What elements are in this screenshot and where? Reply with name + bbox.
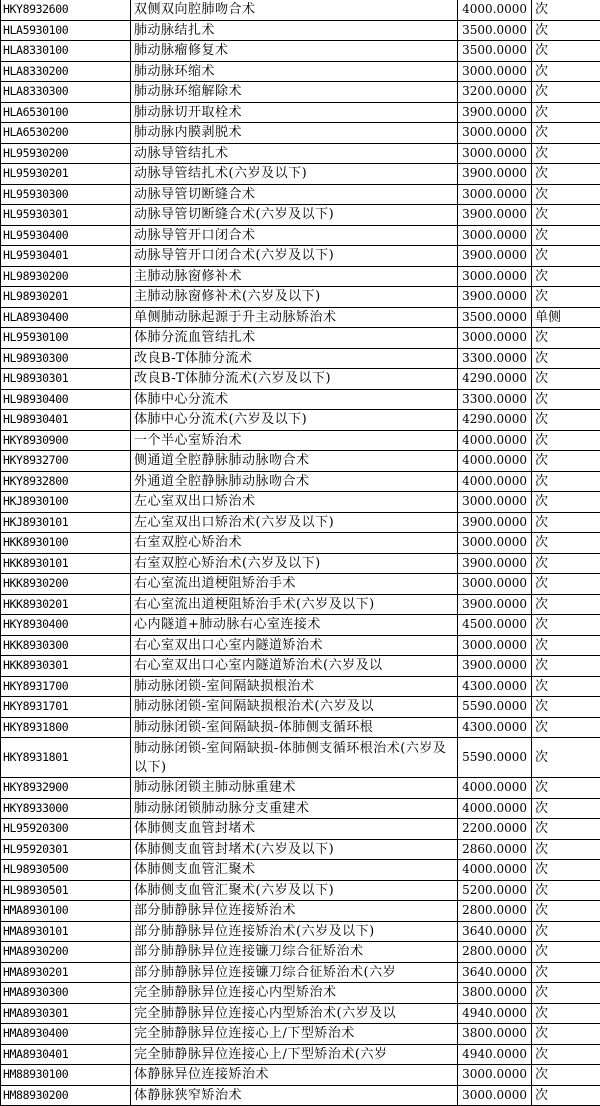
table-row [1, 184, 600, 205]
item-unit-cell: 次 [532, 430, 600, 451]
item-code-cell: HLA8330300 [1, 82, 131, 103]
item-unit-cell: 次 [532, 533, 600, 554]
item-name-cell: 完全肺静脉异位连接心上/下型矫治术(六岁 [131, 1044, 458, 1065]
item-name-cell: 动脉导管开口闭合术(六岁及以下) [131, 246, 458, 267]
table-row [1, 348, 600, 369]
item-code-cell: HLA8930400 [1, 307, 131, 328]
item-name-cell: 双侧双向腔肺吻合术 [131, 0, 458, 20]
item-code-cell: HKY8931800 [1, 717, 131, 738]
item-name-cell: 体静脉狭窄矫治术 [131, 1085, 458, 1106]
table-row [1, 594, 600, 615]
item-code-cell: HKY8931700 [1, 676, 131, 697]
item-price-cell: 2800.0000 [458, 901, 532, 922]
item-unit-cell: 次 [532, 860, 600, 881]
item-unit-cell: 次 [532, 819, 600, 840]
item-price-cell: 3900.0000 [458, 205, 532, 226]
item-price-cell: 3300.0000 [458, 389, 532, 410]
item-code-cell: HM88930100 [1, 1065, 131, 1086]
item-name-cell: 动脉导管开口闭合术 [131, 225, 458, 246]
table-row [1, 266, 600, 287]
item-price-cell: 3500.0000 [458, 20, 532, 41]
item-price-cell: 3000.0000 [458, 266, 532, 287]
item-price-cell: 4290.0000 [458, 410, 532, 431]
item-name-cell: 外通道全腔静脉肺动脉吻合术 [131, 471, 458, 492]
item-name-cell: 肺动脉闭锁主肺动脉重建术 [131, 778, 458, 799]
item-name-cell: 肺动脉闭锁-室间隔缺损根治术(六岁及以 [131, 697, 458, 718]
item-unit-cell: 次 [532, 0, 600, 20]
item-price-cell: 5590.0000 [458, 738, 532, 778]
table-row [1, 574, 600, 595]
item-price-cell: 4000.0000 [458, 798, 532, 819]
item-unit-cell: 次 [532, 1085, 600, 1106]
table-row [1, 533, 600, 554]
item-unit-cell: 次 [532, 983, 600, 1004]
item-code-cell: HKK8930201 [1, 594, 131, 615]
item-name-cell: 主肺动脉窗修补术(六岁及以下) [131, 287, 458, 308]
table-row [1, 0, 600, 20]
item-name-cell: 部分肺静脉异位连接镰刀综合征矫治术(六岁 [131, 962, 458, 983]
item-name-cell: 动脉导管结扎术 [131, 143, 458, 164]
table-row [1, 656, 600, 677]
table-row [1, 921, 600, 942]
table-row [1, 1003, 600, 1024]
item-code-cell: HKY8930900 [1, 430, 131, 451]
table-row [1, 471, 600, 492]
item-price-cell: 4000.0000 [458, 430, 532, 451]
item-unit-cell: 次 [532, 471, 600, 492]
item-price-cell: 4000.0000 [458, 0, 532, 20]
item-unit-cell: 单侧 [532, 307, 600, 328]
item-unit-cell: 次 [532, 451, 600, 472]
table-row [1, 798, 600, 819]
item-price-cell: 3800.0000 [458, 983, 532, 1004]
item-name-cell: 体肺侧支血管封堵术(六岁及以下) [131, 839, 458, 860]
item-price-cell: 4290.0000 [458, 369, 532, 390]
item-code-cell: HKY8932800 [1, 471, 131, 492]
item-code-cell: HLA6530200 [1, 123, 131, 144]
item-name-cell: 肺动脉瘤修复术 [131, 41, 458, 62]
item-name-cell: 右心室流出道梗阻矫治手术 [131, 574, 458, 595]
item-price-cell: 3000.0000 [458, 574, 532, 595]
item-name-cell: 右心室双出口心室内隧道矫治术(六岁及以 [131, 656, 458, 677]
table-row [1, 61, 600, 82]
item-price-cell: 3900.0000 [458, 164, 532, 185]
item-code-cell: HKJ8930100 [1, 492, 131, 513]
item-price-cell: 3900.0000 [458, 287, 532, 308]
table-row [1, 635, 600, 656]
table-row [1, 143, 600, 164]
item-code-cell: HMA8930200 [1, 942, 131, 963]
item-price-cell: 3900.0000 [458, 553, 532, 574]
item-price-cell: 3640.0000 [458, 921, 532, 942]
item-unit-cell: 次 [532, 921, 600, 942]
item-name-cell: 右室双腔心矫治术(六岁及以下) [131, 553, 458, 574]
item-name-cell: 体静脉异位连接矫治术 [131, 1065, 458, 1086]
table-row [1, 983, 600, 1004]
table-row [1, 553, 600, 574]
item-code-cell: HL95920301 [1, 839, 131, 860]
item-price-cell: 3000.0000 [458, 533, 532, 554]
item-name-cell: 部分肺静脉异位连接矫治术(六岁及以下) [131, 921, 458, 942]
item-code-cell: HLA5930100 [1, 20, 131, 41]
item-code-cell: HKK8930301 [1, 656, 131, 677]
item-unit-cell: 次 [532, 246, 600, 267]
item-name-cell: 肺动脉环缩术 [131, 61, 458, 82]
item-unit-cell: 次 [532, 61, 600, 82]
item-price-cell: 3000.0000 [458, 184, 532, 205]
item-name-cell: 右室双腔心矫治术 [131, 533, 458, 554]
item-name-cell: 动脉导管切断缝合术 [131, 184, 458, 205]
item-code-cell: HL95930100 [1, 328, 131, 349]
item-code-cell: HMA8930300 [1, 983, 131, 1004]
item-unit-cell: 次 [532, 389, 600, 410]
item-unit-cell: 次 [532, 574, 600, 595]
item-unit-cell: 次 [532, 369, 600, 390]
table-row [1, 20, 600, 41]
item-price-cell: 3900.0000 [458, 246, 532, 267]
item-unit-cell: 次 [532, 1024, 600, 1045]
item-name-cell: 肺动脉内膜剥脱术 [131, 123, 458, 144]
item-unit-cell: 次 [532, 738, 600, 778]
item-price-cell: 4000.0000 [458, 451, 532, 472]
table-row [1, 287, 600, 308]
item-code-cell: HL98930201 [1, 287, 131, 308]
item-unit-cell: 次 [532, 143, 600, 164]
item-price-cell: 4000.0000 [458, 860, 532, 881]
item-unit-cell: 次 [532, 717, 600, 738]
item-unit-cell: 次 [532, 205, 600, 226]
item-unit-cell: 次 [532, 1065, 600, 1086]
item-price-cell: 4000.0000 [458, 778, 532, 799]
table-row [1, 82, 600, 103]
table-row [1, 880, 600, 901]
item-code-cell: HL98930401 [1, 410, 131, 431]
item-code-cell: HL95920300 [1, 819, 131, 840]
item-code-cell: HKY8933000 [1, 798, 131, 819]
item-code-cell: HKY8932600 [1, 0, 131, 20]
item-price-cell: 5200.0000 [458, 880, 532, 901]
item-price-cell: 5590.0000 [458, 697, 532, 718]
item-code-cell: HL95930401 [1, 246, 131, 267]
item-price-cell: 3000.0000 [458, 225, 532, 246]
table-row [1, 1044, 600, 1065]
item-code-cell: HL95930301 [1, 205, 131, 226]
item-code-cell: HKK8930200 [1, 574, 131, 595]
item-unit-cell: 次 [532, 492, 600, 513]
item-price-cell: 3000.0000 [458, 1065, 532, 1086]
item-unit-cell: 次 [532, 102, 600, 123]
item-name-cell: 左心室双出口矫治术(六岁及以下) [131, 512, 458, 533]
item-code-cell: HKY8931701 [1, 697, 131, 718]
item-name-cell: 动脉导管结扎术(六岁及以下) [131, 164, 458, 185]
table-row [1, 41, 600, 62]
item-unit-cell: 次 [532, 1003, 600, 1024]
item-price-cell: 3000.0000 [458, 143, 532, 164]
table-row [1, 369, 600, 390]
item-code-cell: HL95930400 [1, 225, 131, 246]
item-code-cell: HMA8930201 [1, 962, 131, 983]
item-name-cell: 完全肺静脉异位连接心内型矫治术(六岁及以 [131, 1003, 458, 1024]
item-price-cell: 3900.0000 [458, 102, 532, 123]
item-code-cell: HMA8930100 [1, 901, 131, 922]
item-price-cell: 4500.0000 [458, 615, 532, 636]
item-price-cell: 3000.0000 [458, 1085, 532, 1106]
item-name-cell: 肺动脉环缩解除术 [131, 82, 458, 103]
item-unit-cell: 次 [532, 942, 600, 963]
table-row [1, 839, 600, 860]
item-name-cell: 肺动脉结扎术 [131, 20, 458, 41]
table-row [1, 942, 600, 963]
table-row [1, 1085, 600, 1106]
item-name-cell: 右心室双出口心室内隧道矫治术 [131, 635, 458, 656]
item-unit-cell: 次 [532, 41, 600, 62]
table-row [1, 205, 600, 226]
item-unit-cell: 次 [532, 635, 600, 656]
item-name-cell: 肺动脉闭锁-室间隔缺损-体肺侧支循环根治术(六岁及以下) [131, 738, 458, 778]
item-code-cell: HKY8932700 [1, 451, 131, 472]
table-row [1, 676, 600, 697]
item-unit-cell: 次 [532, 225, 600, 246]
item-code-cell: HMA8930401 [1, 1044, 131, 1065]
item-code-cell: HL98930301 [1, 369, 131, 390]
item-name-cell: 动脉导管切断缝合术(六岁及以下) [131, 205, 458, 226]
table-row [1, 901, 600, 922]
item-code-cell: HKJ8930101 [1, 512, 131, 533]
item-unit-cell: 次 [532, 348, 600, 369]
item-code-cell: HM88930200 [1, 1085, 131, 1106]
table-row [1, 225, 600, 246]
table-row [1, 389, 600, 410]
item-code-cell: HKK8930300 [1, 635, 131, 656]
item-code-cell: HKY8931801 [1, 738, 131, 778]
table-row [1, 451, 600, 472]
item-price-cell: 3800.0000 [458, 1024, 532, 1045]
item-code-cell: HL98930501 [1, 880, 131, 901]
item-price-cell: 3640.0000 [458, 962, 532, 983]
item-name-cell: 肺动脉切开取栓术 [131, 102, 458, 123]
price-table-body [1, 0, 600, 1106]
table-row [1, 164, 600, 185]
item-unit-cell: 次 [532, 184, 600, 205]
item-name-cell: 部分肺静脉异位连接矫治术 [131, 901, 458, 922]
item-code-cell: HKK8930100 [1, 533, 131, 554]
table-row [1, 512, 600, 533]
item-unit-cell: 次 [532, 839, 600, 860]
item-price-cell: 3300.0000 [458, 348, 532, 369]
item-unit-cell: 次 [532, 164, 600, 185]
item-code-cell: HL95930300 [1, 184, 131, 205]
item-price-cell: 4300.0000 [458, 676, 532, 697]
table-row [1, 246, 600, 267]
table-row [1, 778, 600, 799]
item-name-cell: 心内隧道+肺动脉右心室连接术 [131, 615, 458, 636]
item-name-cell: 一个半心室矫治术 [131, 430, 458, 451]
item-code-cell: HL98930500 [1, 860, 131, 881]
table-row [1, 697, 600, 718]
item-unit-cell: 次 [532, 615, 600, 636]
item-unit-cell: 次 [532, 512, 600, 533]
item-name-cell: 主肺动脉窗修补术 [131, 266, 458, 287]
item-unit-cell: 次 [532, 962, 600, 983]
item-name-cell: 肺动脉闭锁-室间隔缺损根治术 [131, 676, 458, 697]
item-code-cell: HKY8932900 [1, 778, 131, 799]
item-unit-cell: 次 [532, 287, 600, 308]
item-name-cell: 部分肺静脉异位连接镰刀综合征矫治术 [131, 942, 458, 963]
item-name-cell: 完全肺静脉异位连接心上/下型矫治术 [131, 1024, 458, 1045]
item-name-cell: 改良B-T体肺分流术(六岁及以下) [131, 369, 458, 390]
item-code-cell: HLA6530100 [1, 102, 131, 123]
item-unit-cell: 次 [532, 410, 600, 431]
item-price-cell: 3000.0000 [458, 123, 532, 144]
table-row [1, 328, 600, 349]
table-row [1, 819, 600, 840]
item-code-cell: HL95930201 [1, 164, 131, 185]
table-row [1, 717, 600, 738]
item-price-cell: 3900.0000 [458, 656, 532, 677]
table-row [1, 123, 600, 144]
item-price-cell: 2200.0000 [458, 819, 532, 840]
item-price-cell: 3900.0000 [458, 594, 532, 615]
item-code-cell: HL98930200 [1, 266, 131, 287]
item-name-cell: 完全肺静脉异位连接心内型矫治术 [131, 983, 458, 1004]
item-unit-cell: 次 [532, 778, 600, 799]
item-price-cell: 4000.0000 [458, 471, 532, 492]
item-code-cell: HMA8930101 [1, 921, 131, 942]
item-price-cell: 2800.0000 [458, 942, 532, 963]
item-name-cell: 改良B-T体肺分流术 [131, 348, 458, 369]
item-price-cell: 3000.0000 [458, 328, 532, 349]
table-row [1, 492, 600, 513]
item-unit-cell: 次 [532, 266, 600, 287]
item-unit-cell: 次 [532, 901, 600, 922]
table-row [1, 102, 600, 123]
table-row [1, 1065, 600, 1086]
item-name-cell: 肺动脉闭锁-室间隔缺损-体肺侧支循环根 [131, 717, 458, 738]
item-code-cell: HL98930300 [1, 348, 131, 369]
item-unit-cell: 次 [532, 553, 600, 574]
item-unit-cell: 次 [532, 328, 600, 349]
item-name-cell: 体肺侧支血管封堵术 [131, 819, 458, 840]
item-code-cell: HKK8930101 [1, 553, 131, 574]
item-unit-cell: 次 [532, 82, 600, 103]
item-code-cell: HMA8930400 [1, 1024, 131, 1045]
item-name-cell: 体肺分流血管结扎术 [131, 328, 458, 349]
item-name-cell: 单侧肺动脉起源于升主动脉矫治术 [131, 307, 458, 328]
table-row [1, 410, 600, 431]
item-name-cell: 肺动脉闭锁肺动脉分支重建术 [131, 798, 458, 819]
item-price-cell: 3200.0000 [458, 82, 532, 103]
item-price-cell: 3900.0000 [458, 512, 532, 533]
item-price-cell: 4940.0000 [458, 1044, 532, 1065]
table-row [1, 962, 600, 983]
table-row [1, 307, 600, 328]
item-code-cell: HL95930200 [1, 143, 131, 164]
item-unit-cell: 次 [532, 880, 600, 901]
item-unit-cell: 次 [532, 1044, 600, 1065]
table-row [1, 430, 600, 451]
item-code-cell: HLA8330200 [1, 61, 131, 82]
item-price-cell: 2860.0000 [458, 839, 532, 860]
item-unit-cell: 次 [532, 798, 600, 819]
item-price-cell: 3000.0000 [458, 635, 532, 656]
item-code-cell: HLA8330100 [1, 41, 131, 62]
item-code-cell: HL98930400 [1, 389, 131, 410]
item-price-cell: 4940.0000 [458, 1003, 532, 1024]
table-row [1, 1024, 600, 1045]
item-price-cell: 3000.0000 [458, 492, 532, 513]
item-name-cell: 体肺中心分流术(六岁及以下) [131, 410, 458, 431]
item-name-cell: 右心室流出道梗阻矫治手术(六岁及以下) [131, 594, 458, 615]
table-row [1, 860, 600, 881]
item-price-cell: 3500.0000 [458, 307, 532, 328]
item-unit-cell: 次 [532, 697, 600, 718]
item-unit-cell: 次 [532, 20, 600, 41]
item-unit-cell: 次 [532, 594, 600, 615]
item-name-cell: 体肺侧支血管汇聚术(六岁及以下) [131, 880, 458, 901]
item-price-cell: 3000.0000 [458, 61, 532, 82]
item-price-cell: 4300.0000 [458, 717, 532, 738]
item-name-cell: 体肺中心分流术 [131, 389, 458, 410]
item-name-cell: 体肺侧支血管汇聚术 [131, 860, 458, 881]
table-row [1, 738, 600, 778]
item-price-cell: 3500.0000 [458, 41, 532, 62]
item-code-cell: HKY8930400 [1, 615, 131, 636]
table-row [1, 615, 600, 636]
item-unit-cell: 次 [532, 656, 600, 677]
item-name-cell: 左心室双出口矫治术 [131, 492, 458, 513]
item-code-cell: HMA8930301 [1, 1003, 131, 1024]
item-name-cell: 侧通道全腔静脉肺动脉吻合术 [131, 451, 458, 472]
item-unit-cell: 次 [532, 123, 600, 144]
item-unit-cell: 次 [532, 676, 600, 697]
